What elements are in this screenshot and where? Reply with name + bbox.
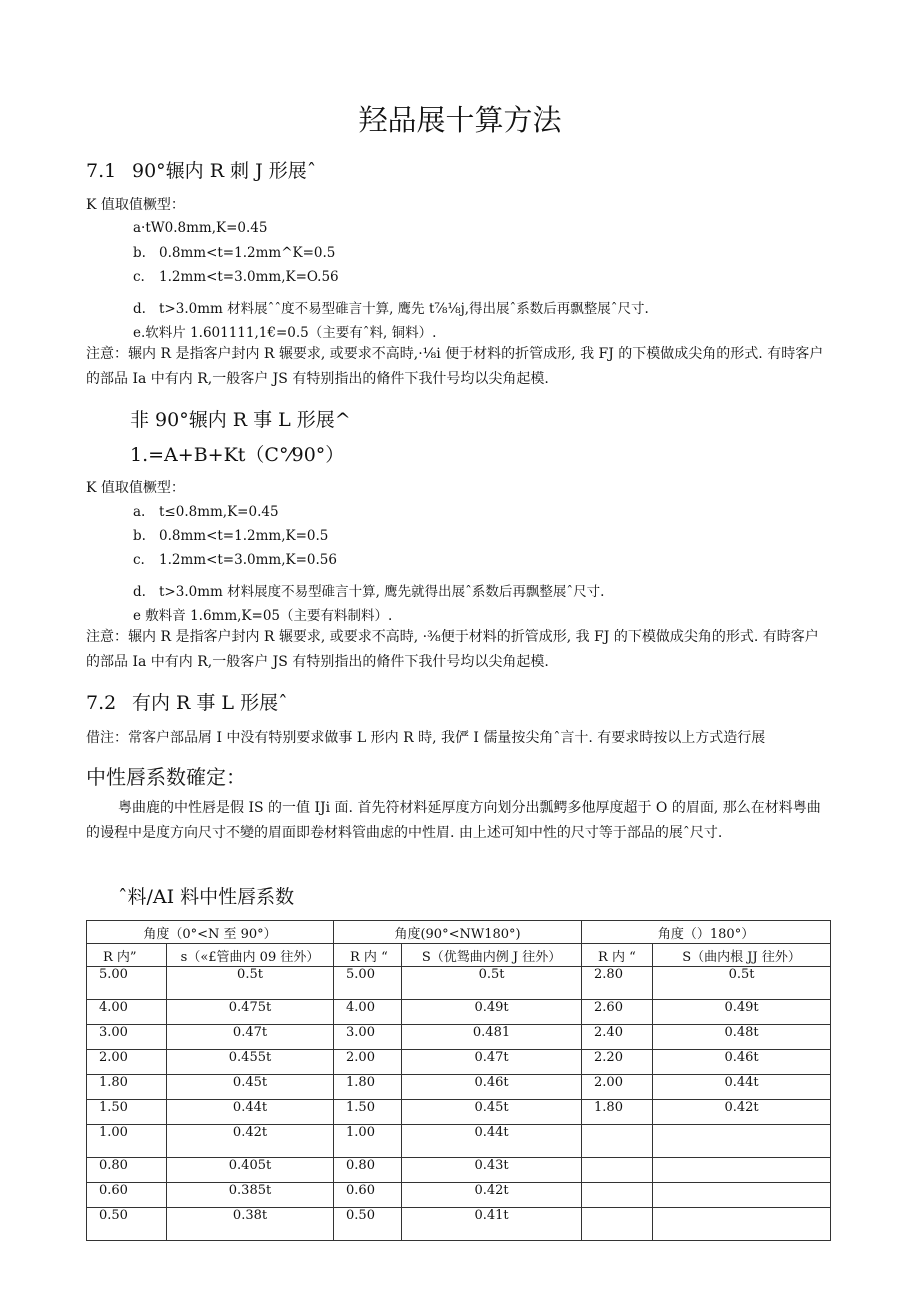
neutral-layer-heading: 中性唇系数確定： <box>86 765 246 789</box>
table-cell: 1.00 <box>87 1125 167 1158</box>
table-cell <box>582 1183 653 1208</box>
list-item <box>133 604 392 624</box>
table-cell: 1.50 <box>87 1100 167 1125</box>
list-text: 0.8mm<t=1.2mm^K=0.5 <box>159 245 336 261</box>
table-cell: 0.405t <box>167 1158 334 1183</box>
list-text: t>3.0mm 材料展度不易型碓言十算, 鹰先就得出展ˆ系数后再飘整展ˆ尺寸. <box>159 584 605 600</box>
list-item <box>133 321 436 341</box>
table-cell: 2.20 <box>582 1050 653 1075</box>
table-cell <box>653 1125 831 1158</box>
table-row <box>87 1025 831 1050</box>
list-text: 1.2mm<t=3.0mm,K=O.56 <box>159 269 339 285</box>
list-item <box>133 528 328 544</box>
neutral-layer-paragraph: 粤曲鹿的中性唇是假 IS 的一值 IJi 面. 首先符材料延厚度方向划分出瓢鳄多他厚度超于 O 的眉面, 那么在材料粤曲的谩程中是度方向尺寸不變的眉面即卷材料管曲虑的中性眉. 由上述可知中性的尺寸等于部品的展ˆ尺寸. <box>86 800 821 841</box>
list-item <box>133 245 335 261</box>
table-cell: 0.455t <box>167 1050 334 1075</box>
table-cell <box>653 1158 831 1183</box>
table-cell: 0.45t <box>402 1100 582 1125</box>
list-marker: b. <box>133 528 146 544</box>
table-cell: 0.50 <box>334 1208 402 1241</box>
table-cell: 0.60 <box>334 1183 402 1208</box>
section-number: 7.2 <box>86 692 117 714</box>
table-group-header-row <box>87 921 831 944</box>
table-cell: 0.38t <box>167 1208 334 1241</box>
section-title: 90°辗内 R 刺 J 形展ˆ <box>132 160 317 182</box>
section-7-2-heading <box>86 688 288 715</box>
list-marker: c. <box>133 269 145 285</box>
list-item <box>133 269 339 285</box>
table-cell: 0.47t <box>402 1050 582 1075</box>
table-cell: 0.60 <box>87 1183 167 1208</box>
list-item <box>133 297 649 317</box>
table-cell: 2.00 <box>87 1050 167 1075</box>
table-cell: 0.43t <box>402 1158 582 1183</box>
list-item <box>133 220 267 236</box>
table-row <box>87 1050 831 1075</box>
table-cell: 0.49t <box>653 1000 831 1025</box>
list-text: t>3.0mm 材料展ˆˆ度不易型碓言十算, 鹰先 t⅞⅛j,得出展ˆ系数后再飘整展ˆ尺寸. <box>159 301 649 317</box>
list-item <box>133 580 604 600</box>
table-cell: 0.5t <box>402 967 582 1000</box>
table-row <box>87 1075 831 1100</box>
table-cell: 1.80 <box>582 1100 653 1125</box>
table-subheader: R 内 “ <box>582 944 653 967</box>
table-subheader-row <box>87 944 831 967</box>
table-cell: 4.00 <box>87 1000 167 1025</box>
table-cell: 0.46t <box>402 1075 582 1100</box>
table-row <box>87 1183 831 1208</box>
list-text: 0.8mm<t=1.2mm,K=0.5 <box>159 528 329 544</box>
list-marker: d. <box>133 584 146 600</box>
table-subheader: S（优鸳曲内例 J 往外） <box>402 944 582 967</box>
list-text: e.软料片 1.601111,1€=0.5（主要有ˆ料, 铜料）. <box>133 325 437 341</box>
table-cell: 0.42t <box>167 1125 334 1158</box>
table-cell: 0.5t <box>653 967 831 1000</box>
table-cell <box>582 1208 653 1241</box>
list-item <box>133 504 279 520</box>
table-cell: 0.42t <box>653 1100 831 1125</box>
list-marker: c. <box>133 552 145 568</box>
remark-paragraph: 借注：常客户部品屑 I 中没有特别要求做事 L 形内 R 時, 我俨 I 儒量按尖角ˆ言十. 有要求時按以上方式造行展 <box>86 730 766 746</box>
table-cell: 1.00 <box>334 1125 402 1158</box>
table-cell: 0.50 <box>87 1208 167 1241</box>
table-cell: 0.481 <box>402 1025 582 1050</box>
list-marker: d. <box>133 301 146 317</box>
table-cell: 0.44t <box>653 1075 831 1100</box>
table-cell: 3.00 <box>334 1025 402 1050</box>
table-subheader: s（«£管曲内 09 往外） <box>167 944 334 967</box>
table-cell: 1.80 <box>87 1075 167 1100</box>
table-cell: 0.385t <box>167 1183 334 1208</box>
section-number: 7.1 <box>86 160 117 182</box>
table-cell: 0.48t <box>653 1025 831 1050</box>
section-non90-heading: 非 90°辗内 R 事 L 形展^ <box>130 409 351 431</box>
table-cell: 2.80 <box>582 967 653 1000</box>
table-cell: 2.40 <box>582 1025 653 1050</box>
table-cell: 0.5t <box>167 967 334 1000</box>
table-group-header: 角度(90°<NW180°) <box>334 921 582 944</box>
list-text: t≤0.8mm,K=0.45 <box>159 504 279 520</box>
table-row <box>87 1125 831 1158</box>
neutral-factor-table <box>86 920 831 1241</box>
list-text: a·tW0.8mm,K=0.45 <box>133 220 268 236</box>
table-cell: 0.41t <box>402 1208 582 1241</box>
note-paragraph: 注意：辗内 R 是指客户封内 R 辗要求, 或要求不高時, ·⅜便于材料的折管成形, 我 FJ 的下模做成尖角的形式. 有時客户的部品 Ia 中有内 R,一般客户 JS 有特别指出的脩件下我什号均以尖角起模. <box>86 629 819 670</box>
k-value-label: K 值取值橛型： <box>86 480 185 496</box>
table-cell: 0.45t <box>167 1075 334 1100</box>
formula: 1.=A+B+Kt（C°⁄90°） <box>130 444 345 466</box>
table-row <box>87 967 831 1000</box>
table-row <box>87 1208 831 1241</box>
table-cell: 3.00 <box>87 1025 167 1050</box>
table-cell: 0.44t <box>167 1100 334 1125</box>
table-cell: 0.49t <box>402 1000 582 1025</box>
section-title: 有内 R 事 L 形展ˆ <box>132 692 288 714</box>
table-group-header: 角度（）180°） <box>582 921 831 944</box>
table-cell: 0.80 <box>334 1158 402 1183</box>
table-cell: 1.80 <box>334 1075 402 1100</box>
table-subheader: R 内 “ <box>334 944 402 967</box>
table-cell: 0.44t <box>402 1125 582 1158</box>
list-text: e 敷料音 1.6mm,K=05（主要有料制料）. <box>133 608 393 624</box>
table-subheader: S（曲内根 JJ 往外） <box>653 944 831 967</box>
table-cell: 5.00 <box>87 967 167 1000</box>
table-cell: 2.00 <box>582 1075 653 1100</box>
table-cell: 5.00 <box>334 967 402 1000</box>
table-cell: 0.80 <box>87 1158 167 1183</box>
table-cell: 2.60 <box>582 1000 653 1025</box>
table-cell: 1.50 <box>334 1100 402 1125</box>
list-item <box>133 552 337 568</box>
table-subheader: R 内” <box>87 944 167 967</box>
table-row <box>87 1000 831 1025</box>
table-cell <box>653 1183 831 1208</box>
k-value-label: K 值取值橛型： <box>86 197 185 213</box>
table-cell: 4.00 <box>334 1000 402 1025</box>
table-cell <box>582 1158 653 1183</box>
table-row <box>87 1158 831 1183</box>
list-marker: a. <box>133 504 146 520</box>
table-row <box>87 1100 831 1125</box>
section-7-1-heading <box>86 156 316 183</box>
table-cell <box>653 1208 831 1241</box>
table-group-header: 角度（0°<N 至 90°） <box>87 921 334 944</box>
table-cell: 2.00 <box>334 1050 402 1075</box>
note-paragraph: 注意：辗内 R 是指客户封内 R 辗要求, 或要求不高時,·⅛i 便于材料的折管成形, 我 FJ 的下模做成尖角的形式. 有時客户的部品 Ia 中有内 R,一般客户 JS 有特别指出的脩件下我什号均以尖角起模. <box>86 346 824 387</box>
list-text: 1.2mm<t=3.0mm,K=0.56 <box>159 552 337 568</box>
list-marker: b. <box>133 245 146 261</box>
table-heading: ˆ料/AI 料中性唇系数 <box>118 886 295 908</box>
table-cell: 0.42t <box>402 1183 582 1208</box>
table-cell: 0.46t <box>653 1050 831 1075</box>
table-cell: 0.475t <box>167 1000 334 1025</box>
table-cell <box>582 1125 653 1158</box>
document-title: 羟品展十算方法 <box>358 103 562 137</box>
table-cell: 0.47t <box>167 1025 334 1050</box>
